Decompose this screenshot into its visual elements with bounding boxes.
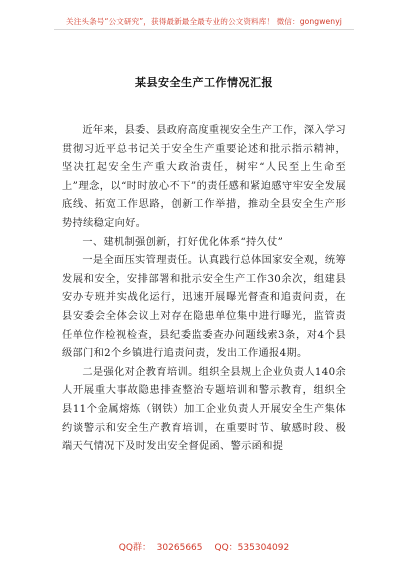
document-body: [62, 122, 346, 457]
section-heading-1: 一、建机制强创新，打好优化体系“持久仗”: [82, 236, 284, 248]
paragraph-responsibility: 一是全面压实管理责任。认真践行总体国家安全观，统筹发展和安全，安排部署和批示安全生产工作30余次，组建县安办专班并实战化运行，迅速开展曝光督查和追责问责，在县安委会全体会议上对存在隐患单位集中进行曝光，监管责任单位作检视检查，县纪委监委查办问题线索3条，对4个县级部门和2个乡镇进行追责问责，发出工作通报4期。: [62, 255, 346, 360]
paragraph-intro: 近年来，县委、县政府高度重视安全生产工作，深入学习贯彻习近平总书记关于安全生产重要论述和批示指示精神，坚决扛起安全生产重大政治责任，树牢“人民至上生命至上”理念，以“时时放心不下”的责任感和紧迫感守牢安全发展底线、拓宽工作思路，创新工作举措，推动全县安全生产形势持续稳定向好。: [62, 125, 346, 229]
header-divider: [54, 29, 354, 30]
header-notice: 关注头条号“公文研究”，获得最新最全最专业的公文资料库！ 微信：gongwenyj: [66, 17, 342, 26]
footer-qq-number: QQ：535304092: [214, 543, 290, 553]
paragraph-training: 二是强化对企教育培训。组织全县规上企业负责人140余人开展重大事故隐患排查整治专题培训和警示教育，组织全县11个金属熔炼（钢铁）加工企业负责人开展安全生产集体约谈警示和安全生产教育培训，在重要时节、敏感时段、极端天气情况下及时发出安全督促函、警示函和提: [62, 366, 346, 453]
document-title: 某县安全生产工作情况汇报: [135, 76, 273, 89]
footer-qq-group: QQ群： 30265665: [118, 543, 203, 553]
footer-contact: [0, 540, 408, 553]
